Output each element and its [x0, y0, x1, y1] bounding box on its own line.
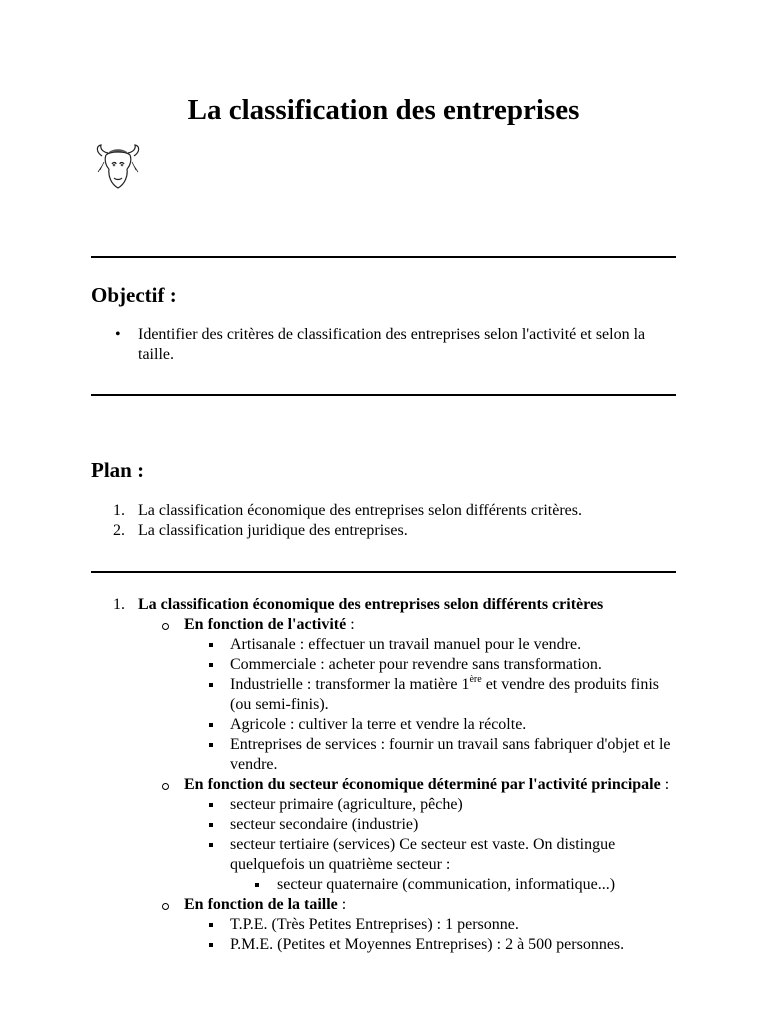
list-item: [184, 915, 676, 935]
item-text: secteur primaire (agriculture, pêche): [230, 796, 463, 813]
secteur-list: [184, 795, 676, 895]
page-title: La classification des entreprises: [187, 94, 580, 126]
list-item: [184, 835, 676, 895]
item-text: Industrielle : transformer la matière 1: [230, 676, 470, 693]
list-item: [184, 795, 676, 815]
item-text: secteur secondaire (industrie): [230, 816, 419, 833]
list-item: [184, 655, 676, 675]
objectif-heading: Objectif :: [91, 283, 177, 307]
criteria-label: En fonction de la taille: [184, 896, 338, 913]
section-number: 1.: [113, 596, 125, 613]
list-item: [184, 715, 676, 735]
criteria-label: En fonction du secteur économique déterminé par l'activité principale: [184, 776, 661, 793]
objectif-list: [91, 325, 676, 365]
circle-bullet-icon: [162, 903, 169, 910]
item-number: 2.: [113, 522, 125, 539]
circle-bullet-icon: [162, 623, 169, 630]
item-text: Artisanale : effectuer un travail manuel pour le vendre.: [230, 636, 582, 653]
item-text: Commerciale : acheter pour revendre sans transformation.: [230, 656, 602, 673]
square-bullet-icon: [209, 683, 213, 687]
section-list: [91, 595, 676, 955]
item-text: La classification économique des entreprises selon différents critères.: [138, 502, 582, 519]
criteria-list: [138, 615, 676, 955]
list-item: [184, 815, 676, 835]
list-item: [91, 521, 676, 541]
criteria-suffix: :: [660, 776, 670, 793]
square-bullet-icon: [255, 883, 259, 887]
taille-list: [184, 915, 676, 955]
square-bullet-icon: [209, 663, 213, 667]
item-text: Entreprises de services : fournir un travail sans fabriquer d'objet et le vendre.: [230, 736, 671, 773]
item-text: et vendre des produits finis (ou semi-finis).: [230, 676, 659, 713]
square-bullet-icon: [209, 923, 213, 927]
section-title: La classification économique des entreprises selon différents critères: [138, 596, 604, 613]
superscript: ère: [469, 674, 482, 685]
divider: [91, 394, 676, 396]
criteria-taille: [138, 895, 676, 955]
criteria-suffix: :: [346, 616, 355, 633]
square-bullet-icon: [209, 803, 213, 807]
item-text: secteur tertiaire (services) Ce secteur est vaste. On distingue quelquefois un quatrième secteur :: [230, 836, 616, 873]
section-item: [91, 595, 676, 955]
square-bullet-icon: [209, 723, 213, 727]
circle-bullet-icon: [162, 783, 169, 790]
square-bullet-icon: [209, 823, 213, 827]
activite-list: [184, 635, 676, 775]
criteria-suffix: :: [337, 896, 347, 913]
square-bullet-icon: [209, 943, 213, 947]
list-item: • Identifier des critères de classification des entreprises selon l'activité et selon la taille.: [91, 325, 676, 365]
list-item: [184, 635, 676, 655]
item-text: Agricole : cultiver la terre et vendre la récolte.: [230, 716, 527, 733]
list-item: [184, 735, 676, 775]
list-item: [184, 675, 676, 715]
item-text: P.M.E. (Petites et Moyennes Entreprises) : 2 à 500 personnes.: [230, 936, 625, 953]
item-text: secteur quaternaire (communication, informatique...): [277, 876, 616, 893]
list-item: [184, 935, 676, 955]
gnu-head-icon: [94, 142, 142, 192]
criteria-secteur: [138, 775, 676, 895]
divider: [91, 256, 676, 258]
square-bullet-icon: [209, 643, 213, 647]
criteria-label: En fonction de l'activité: [184, 616, 347, 633]
item-text: T.P.E. (Très Petites Entreprises) : 1 personne.: [230, 916, 519, 933]
list-item: [91, 501, 676, 521]
plan-heading: Plan :: [91, 458, 145, 482]
item-text: La classification juridique des entreprises.: [138, 522, 408, 539]
criteria-activite: [138, 615, 676, 775]
divider: [91, 571, 676, 573]
item-number: 1.: [113, 502, 125, 519]
square-bullet-icon: [209, 743, 213, 747]
list-item: [230, 875, 676, 895]
sub-list: [230, 875, 676, 895]
square-bullet-icon: [209, 843, 213, 847]
plan-list: [91, 501, 676, 541]
